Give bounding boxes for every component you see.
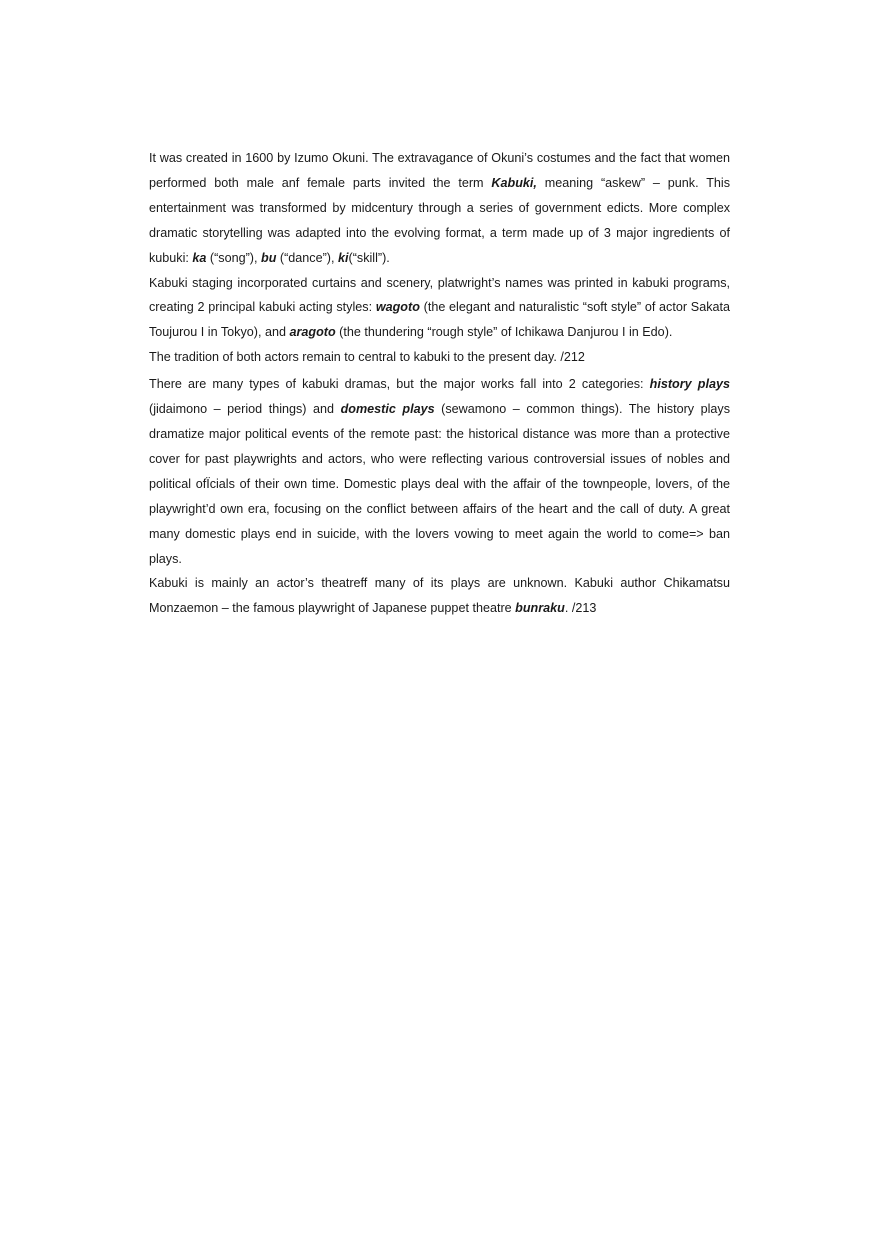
term-kabuki: Kabuki, xyxy=(491,175,537,190)
text-run: (“skill”). xyxy=(348,250,390,265)
text-run: (“song”), xyxy=(206,250,262,265)
text-run: (the elegant and naturalistic “soft style” of actor Sakata Toujurou I in Tokyo), and xyxy=(149,300,730,340)
paragraph-tradition xyxy=(149,345,730,370)
text-run: There are many types of kabuki dramas, but the major works fall into 2 categories: xyxy=(149,377,650,392)
term-bu: bu xyxy=(261,250,277,265)
text-run: Kabuki staging incorporated curtains and scenery, platwright’s names was printed in kabuki programs, creating 2 principal kabuki acting styles: xyxy=(149,275,730,315)
text-run: (jidaimono – period things) and xyxy=(149,402,341,417)
text-run: . /213 xyxy=(564,601,597,616)
text-run: (sewamono – common things). The history plays dramatize major political events of the remote past: the historical distance was more than a protective cover for past playwrights and actors, who were reflecting various controversial issues of nobles and political ofÏcials of their own time. Domestic plays deal with the affair of the townpeople, lovers, of the playwright’d own era, focusing on the conflict between affairs of the heart and the call of duty. A great many domestic plays end in suicide, with the lovers vowing to meet again the world to come=> ban plays. xyxy=(149,402,730,566)
body-text xyxy=(149,146,730,621)
paragraph-dramas xyxy=(149,372,730,571)
term-history-plays: history plays xyxy=(649,377,730,392)
text-run: (the thundering “rough style” of Ichikawa Danjurou I in Edo). xyxy=(335,325,673,340)
text-run: The tradition of both actors remain to central to kabuki to the present day. /212 xyxy=(149,350,585,365)
term-ka: ka xyxy=(192,250,207,265)
paragraph-actors-theatre xyxy=(149,571,730,621)
term-domestic-plays: domestic plays xyxy=(340,402,435,417)
paragraph-staging xyxy=(149,271,730,346)
text-run: Kabuki is mainly an actor’s theatreff many of its plays are unknown. Kabuki author Chikamatsu Monzaemon – the famous playwright of Japanese puppet theatre xyxy=(149,576,730,616)
text-run: meaning “askew” – punk. This entertainment was transformed by midcentury through a series of government edicts. More complex dramatic storytelling was adapted into the evolving format, a term made up of 3 major ingredients of kubuki: xyxy=(149,175,731,265)
term-wagoto: wagoto xyxy=(375,300,420,315)
term-aragoto: aragoto xyxy=(289,325,336,340)
term-ki: ki xyxy=(338,250,349,265)
text-run: It was created in 1600 by Izumo Okuni. The extravagance of Okuni’s costumes and the fact that women performed both male anf female parts invited the term xyxy=(149,151,730,190)
text-run: (“dance”), xyxy=(276,250,338,265)
paragraph-origin xyxy=(149,146,730,271)
term-bunraku: bunraku xyxy=(515,601,565,616)
